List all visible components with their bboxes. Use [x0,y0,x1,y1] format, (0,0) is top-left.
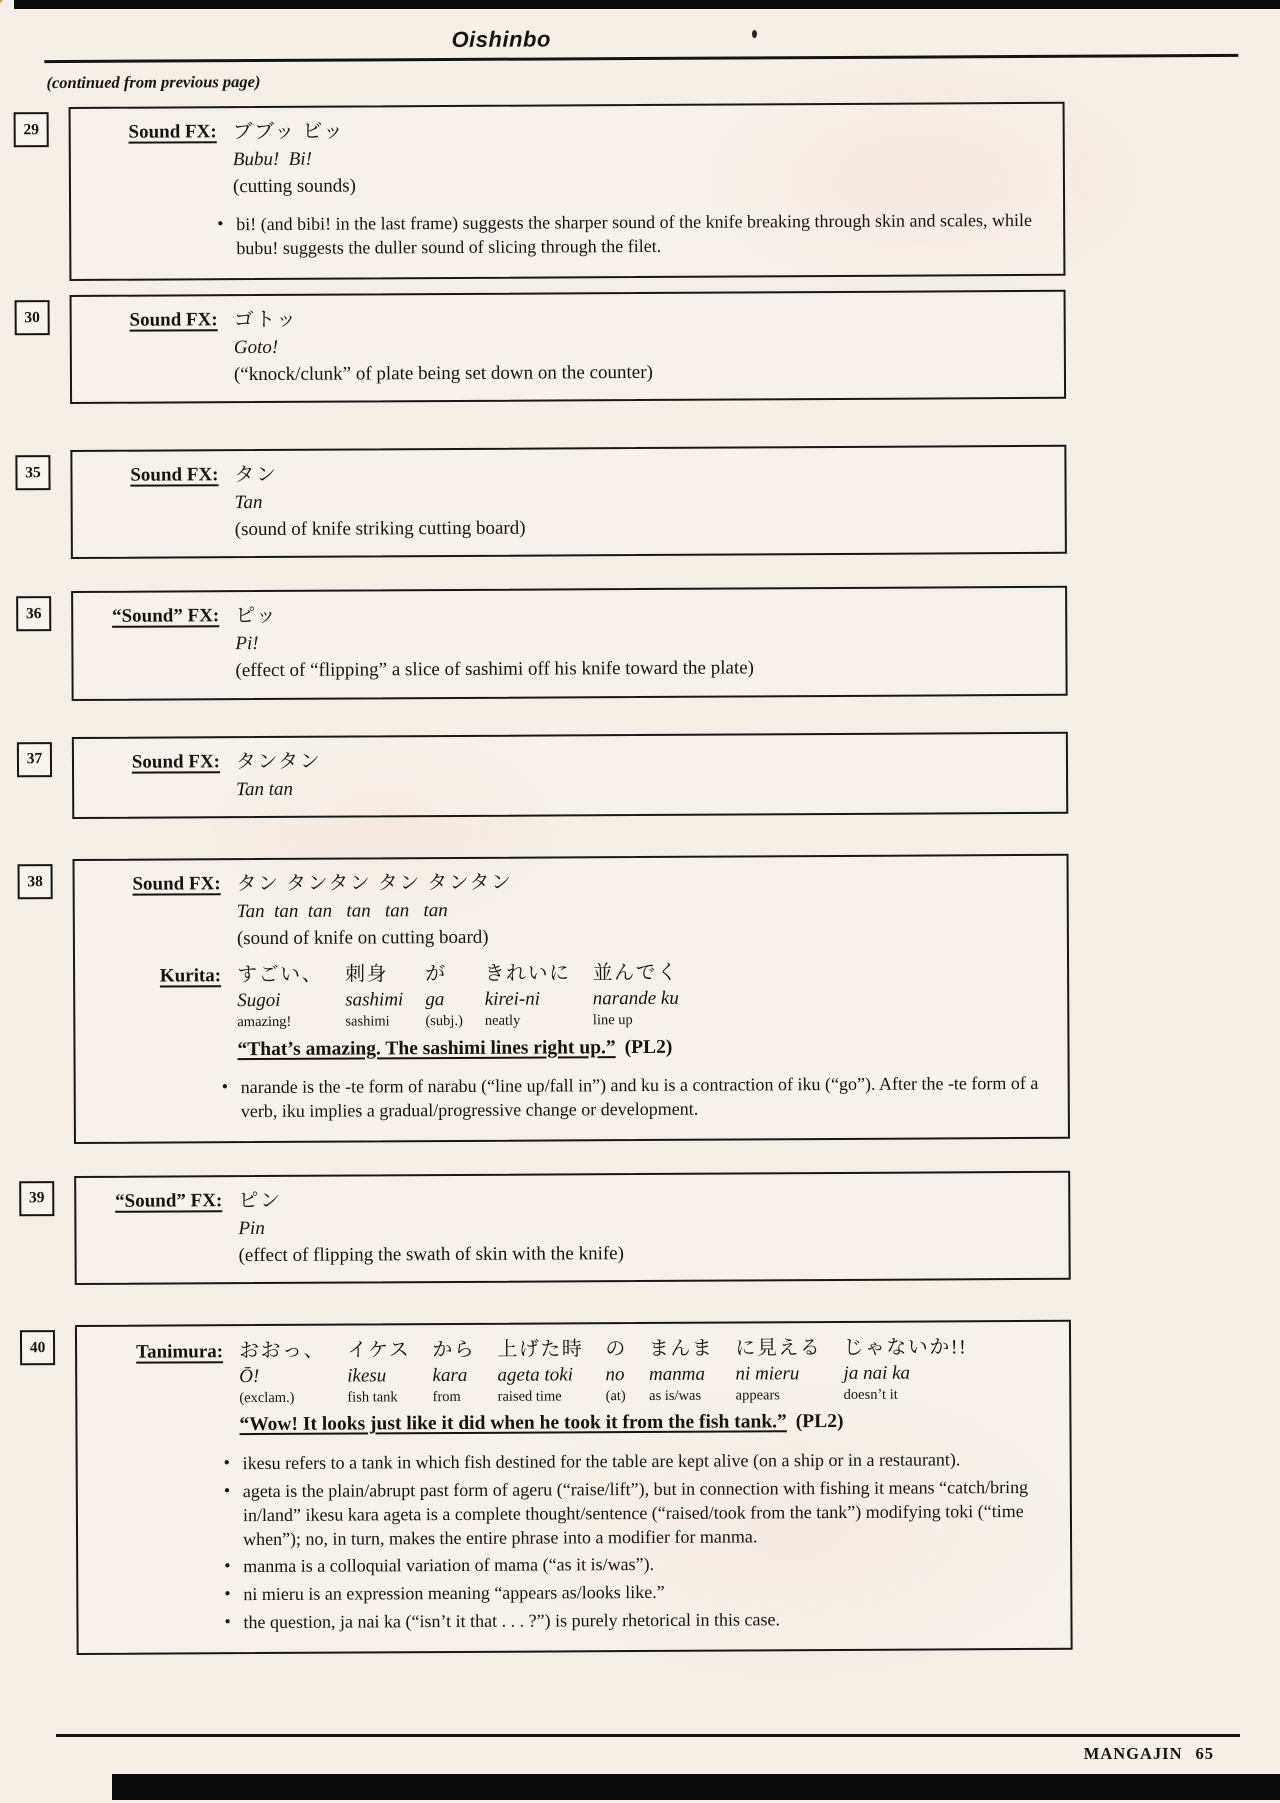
gloss-word [605,1336,627,1406]
gloss-romaji: kara [432,1365,468,1387]
fx-romaji: Goto! [233,336,279,359]
note-item: • narande is the -te form of narabu (“line up/fall in”) and ku is a contraction of iku (“go”). After the -te form of a verb, iku implies a gradual/progressive change or development. [220,1072,1050,1124]
gloss-word [497,1336,583,1407]
gloss-english: line up [592,1012,633,1029]
page-title: Oishinbo [451,26,551,52]
gloss-japanese: 刺身 [345,963,389,986]
fx-romaji: Bubu! Bi! [232,148,313,171]
panel-entry-29 [23,102,1066,281]
gloss-word [735,1335,821,1406]
fx-description: (“knock/clunk” of plate being set down on the counter) [233,361,653,385]
gloss-japanese: 並んでく [592,962,679,985]
interlinear-gloss [239,1334,1051,1409]
speaker-label: Kurita: [159,965,222,987]
header-rule [44,54,1238,63]
fx-japanese: ピッ [235,605,278,628]
gloss-japanese: じゃないか!! [843,1336,968,1360]
gloss-japanese: おおっ、 [239,1339,326,1363]
gloss-english: sashimi [345,1013,390,1030]
entry-box [70,445,1067,559]
translation: “Wow! It looks just like it did when he took it from the fish tank.” [239,1411,787,1436]
fx-label: “Sound” FX: [111,605,220,628]
fx-description: (sound of knife striking cutting board) [234,517,526,540]
entry-list [23,101,1247,1656]
note-item: • bi! (and bibi! in the last frame) suggests the sharper sound of the knife breaking through skin and scales, while bubu! suggests the duller sound of slicing through the filet. [215,209,1045,261]
fx-japanese: タン タンタン タン タンタン [236,871,513,896]
fx-description: (effect of flipping the swath of skin with the knife) [238,1242,624,1266]
entry-box [75,1320,1073,1655]
fx-japanese: ピン [238,1189,282,1213]
fx-label: Sound FX: [128,121,217,143]
entry-box [72,731,1068,819]
speaker-row [87,958,1050,1064]
gloss-english: as is/was [649,1387,702,1404]
gloss-romaji: kirei-ni [484,988,541,1011]
gloss-romaji: ja nai ka [843,1362,911,1385]
brand: MANGAJIN [1083,1743,1183,1763]
fx-romaji: Tan [234,492,263,514]
fx-japanese: ゴトッ [233,308,298,332]
fx-label: Sound FX: [131,750,221,773]
gloss-word [345,962,403,1033]
gloss-japanese: すごい、 [237,964,324,987]
panel-entry-38 [27,854,1069,1144]
fx-romaji: Pin [238,1217,265,1240]
gloss-japanese: イケス [347,1339,411,1362]
translation-line [237,1033,1049,1064]
gloss-romaji: sashimi [345,989,404,1011]
note-item: • manma is a colloquial variation of mama (“as it is/was”). [222,1551,1052,1579]
fx-label: Sound FX: [130,464,219,486]
gloss-romaji: Ō! [239,1366,260,1388]
gloss-japanese: きれいに [484,962,571,986]
panel-number: 37 [17,742,52,777]
speaker-label: Tanimura: [136,1341,224,1363]
gloss-english: doesn’t it [843,1386,898,1403]
gloss-word [843,1334,967,1405]
continued-note: (continued from previous page) [46,71,261,93]
fx-label: Sound FX: [129,309,218,331]
panel-number: 38 [18,864,53,899]
entry-box [71,586,1068,700]
gloss-word [593,960,679,1031]
panel-entry-30 [24,290,1067,404]
gloss-romaji: narande ku [592,988,679,1010]
fx-label: “Sound” FX: [115,1190,223,1212]
panel-entry-40 [29,1320,1073,1655]
gloss-japanese: の [605,1338,627,1361]
gloss-english: neatly [484,1012,521,1029]
gloss-word [239,1338,325,1409]
gloss-romaji: Sugoi [237,990,281,1012]
fx-japanese: タン [234,464,278,487]
note-item: • ageta is the plain/abrupt past form of ageru (“raise/lift”), but in connection with fishing it means “catch/bring in/land” ikesu kara ageta is a complete thought/sentence (“raised/took from the tank”) modifying toki (“time when”); no, in turn, makes the entire phrase into a modifier for manma. [222,1476,1052,1552]
gloss-romaji: ni mieru [735,1363,800,1385]
gloss-english: amazing! [237,1013,292,1031]
masthead [44,23,1238,93]
panel-number: 40 [20,1330,55,1365]
gloss-romaji: no [605,1364,625,1386]
gloss-japanese: に見える [735,1337,822,1360]
politeness-level: (PL2) [795,1411,844,1433]
fx-romaji: Tan tan tan tan tan tan [236,900,448,923]
notes-list [90,1448,1053,1637]
gloss-japanese: まんま [648,1337,714,1361]
fx-japanese: タンタン [235,750,322,773]
panel-number: 29 [14,112,49,147]
panel-number: 39 [19,1181,54,1216]
gloss-japanese: から [432,1338,476,1362]
fx-label: Sound FX: [132,873,221,895]
politeness-level: (PL2) [624,1036,673,1058]
gloss-romaji: manma [648,1363,706,1386]
entry-box [69,102,1066,281]
gloss-word [432,1337,475,1408]
gloss-english: (at) [605,1387,626,1405]
gloss-english: from [432,1388,461,1405]
gloss-english: appears [735,1387,780,1404]
gloss-english: (subj.) [425,1013,463,1030]
gloss-japanese: 上げた時 [497,1338,584,1361]
panel-number: 35 [15,455,50,490]
note-item: • ni mieru is an expression meaning “appears as/looks like.” [222,1579,1052,1607]
gloss-word [237,962,323,1033]
panel-number: 30 [15,300,50,335]
notes-list [88,1072,1050,1125]
scan-edge-bottom [112,1774,1280,1800]
fx-description: (cutting sounds) [232,175,356,197]
fx-description: (sound of knife on cutting board) [236,926,489,949]
interlinear-gloss [237,958,1049,1033]
footer-rule [56,1734,1240,1737]
translation: “That’s amazing. The sashimi lines right up.” [237,1036,616,1060]
translation-line [239,1408,1051,1439]
notes-list [83,209,1045,262]
gloss-word [347,1337,411,1408]
panel-entry-35 [25,445,1067,559]
gloss-word [649,1336,714,1407]
gloss-romaji: ikesu [347,1365,387,1387]
page-number: 65 [1195,1743,1214,1763]
fx-romaji: Pi! [235,633,259,655]
speaker-row [89,1334,1052,1440]
gloss-romaji: ga [425,989,445,1011]
gloss-english: fish tank [347,1389,398,1406]
entry-box [72,854,1069,1144]
fx-romaji: Tan tan [236,778,294,800]
gloss-romaji: ageta toki [497,1364,574,1386]
gloss-english: (exclam.) [239,1389,295,1406]
gloss-word [425,961,463,1032]
gloss-word [485,961,571,1032]
panel-number: 36 [16,597,51,632]
entry-box [74,1171,1071,1285]
page-footer [56,1734,1240,1764]
panel-entry-39 [28,1171,1071,1285]
note-item: • the question, ja nai ka (“isn’t it that . . . ?”) is purely rhetorical in this case. [222,1607,1052,1635]
entry-box [70,290,1067,404]
note-item: • ikesu refers to a tank in which fish destined for the table are kept alive (on a ship or in a restaurant). [222,1448,1052,1476]
panel-entry-36 [25,586,1068,700]
fx-description: (effect of “flipping” a slice of sashimi off his knife toward the plate) [235,657,755,682]
gloss-japanese: が [425,963,447,986]
fx-japanese: ブブッ ビッ [232,120,345,144]
fx-row [83,114,1045,201]
gloss-english: raised time [497,1388,562,1405]
panel-entry-37 [26,731,1068,819]
